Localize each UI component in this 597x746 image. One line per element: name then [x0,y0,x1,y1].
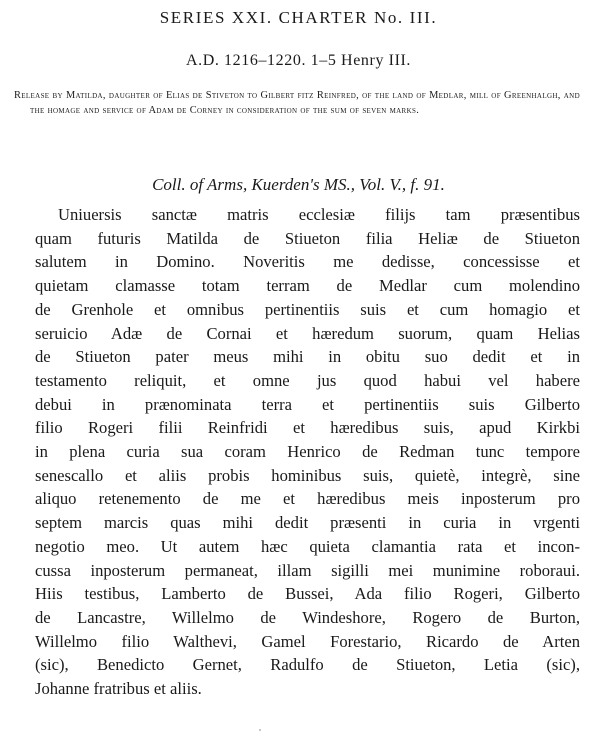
body-line: cussa inposterum permaneat, illam sigilli mei munimine roboraui. [35,560,580,580]
charter-body [12,203,580,701]
body-line: Johanne fratribus et aliis. [35,679,202,699]
source-citation: Coll. of Arms, Kuerden's MS., Vol. V., f. 91. [152,175,445,194]
body-line: quam futuris Matilda de Stiueton filia Heliæ de Stiueton [35,228,580,248]
body-line: testamento reliquit, et omne jus quod habui vel habere [35,370,580,390]
body-line: Willelmo filio Walthevi, Gamel Forestario, Ricardo de Arten [35,631,580,651]
body-line: salutem in Domino. Noveritis me dedisse, concessisse et [35,252,580,272]
body-line: seruicio Adæ de Cornai et hæredum suorum, quam Helias [35,323,580,343]
body-line: quietam clamasse totam terram de Medlar cum molendino [35,276,580,296]
body-line: de Lancastre, Willelmo de Windeshore, Rogero de Burton, [35,607,580,627]
body-line: aliquo retenemento de me et hæredibus meis inposterum pro [35,489,580,509]
body-line: de Stiueton pater meus mihi in obitu suo dedit et in [35,347,580,367]
body-line: de Grenhole et omnibus pertinentiis suis et cum homagio et [35,299,580,319]
body-line: in plena curia sua coram Henrico de Redman tunc tempore [35,442,580,462]
body-line: Uniuersis sanctæ matris ecclesiæ filijs tam præsentibus [58,205,580,224]
body-line: Hiis testibus, Lamberto de Bussei, Ada filio Rogeri, Gilberto [35,584,580,604]
charter-paragraph [12,203,580,701]
page-speck [259,729,261,731]
summary-text: Release by Matilda, daughter of Elias de Stiveton to Gilbert fitz Reinfred, of the land of Medlar, mill of Greenhalgh, and the homage and service of Adam de Corney in consideration of the sum of seven marks. [14,90,580,117]
body-line: negotio meo. Ut autem hæc quieta clamantia rata et incon- [35,536,580,556]
charter-summary [14,88,580,118]
body-line: senescallo et aliis probis hominibus suis, quietè, integrè, sine [35,465,580,485]
body-line: debui in prænominata terra et pertinentiis suis Gilberto [35,394,580,414]
date-heading: A.D. 1216–1220. 1–5 Henry III. [185,52,412,69]
body-line: filio Rogeri filii Reinfridi et hæredibus suis, apud Kirkbi [35,418,580,438]
body-line: septem marcis quas mihi dedit præsenti in curia in vrgenti [35,513,580,533]
series-heading: SERIES XXI. CHARTER No. III. [159,8,438,27]
body-line: (sic), Benedicto Gernet, Radulfo de Stiueton, Letia (sic), [35,655,580,675]
